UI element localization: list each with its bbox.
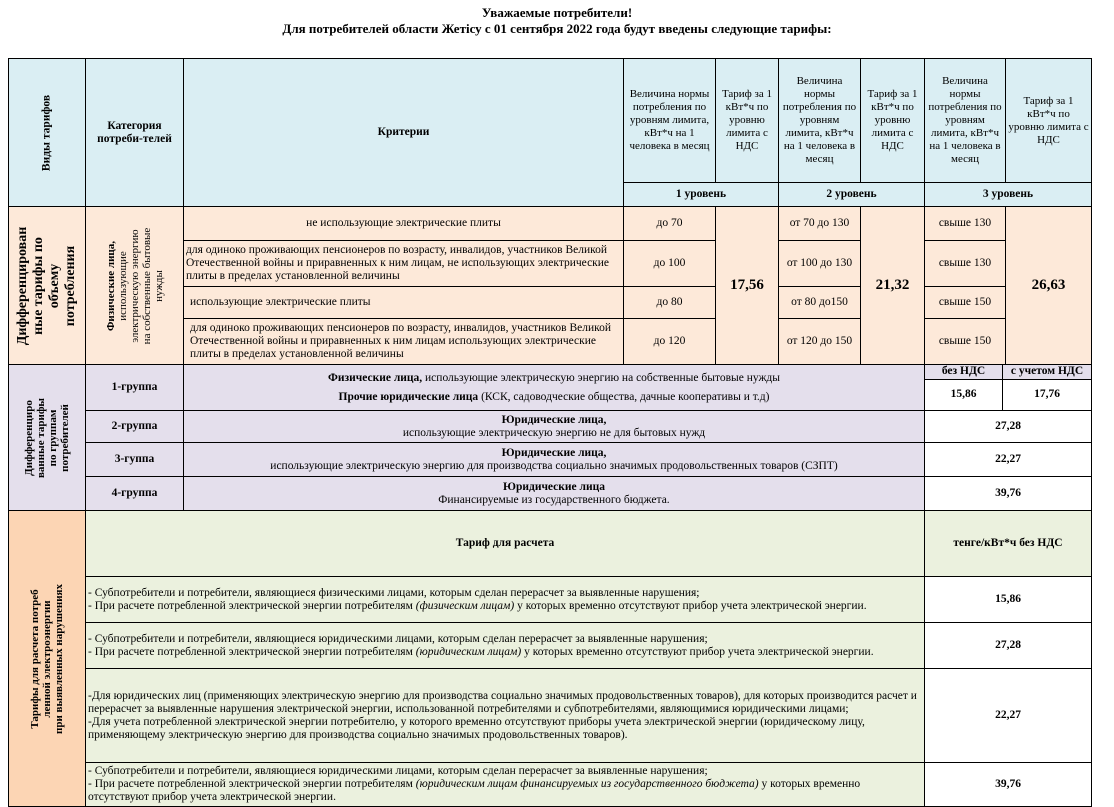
norm1-row-3: до 80 — [624, 287, 716, 319]
tariff-level-1: 17,56 — [716, 207, 779, 365]
norm3-row-4: свыше 150 — [925, 319, 1006, 365]
criteria-row-4: для одиноко проживающих пенсионеров по возрасту, инвалидов, участников Великой Отечественной войны и приравненных к ним лицам использующих электрические плиты в пределах установленной величины — [184, 319, 624, 365]
violation-row-3-no-vat: 22,27 — [925, 669, 1092, 763]
notice-title: Для потребителей области Жетісу с 01 сентября 2022 года будут введены следующие тарифы: — [282, 21, 832, 36]
norm2-row-4: от 120 до 150 — [779, 319, 861, 365]
header-tariff-3: Тариф за 1 кВт*ч по уровню лимита с НДС — [1006, 59, 1092, 183]
group-3-no-vat: 22,27 — [925, 443, 1092, 477]
violation-row-4-no-vat: 39,76 — [925, 763, 1092, 807]
group-1-no-vat: 15,86 — [925, 379, 1003, 410]
tariff-level-2: 21,32 — [861, 207, 925, 365]
group-1-desc: Физические лица, использующие электрическую энергию на собственные бытовые нужды Прочие юридические лица (КСК, садоводческие общества, дачные кооперативы и т.д) — [184, 365, 925, 411]
violation-row-1: - Субпотребители и потребители, являющиеся физическими лицами, которым сделан перерасчет за выявленные нарушения; - При расчете потребленной электрической энергии потребителям (физическим лицам) у которых временно отсутствуют прибор учета электрической энергии. — [86, 577, 925, 623]
section3-col-no-vat: тенге/кВт*ч без НДС — [925, 511, 1092, 577]
section2-type: Дифференциро ванные тарифы по группам потребителей — [9, 365, 86, 511]
header-norm-2: Величина нормы потребления по уровням лимита, кВт*ч на 1 человека в месяц — [779, 59, 861, 183]
header-tariff-1: Тариф за 1 кВт*ч по уровню лимита с НДС — [716, 59, 779, 183]
section1-category: Физические лица, использующие электрическую энергию на собственные бытовые нужды — [86, 207, 184, 365]
level-3-label: 3 уровень — [925, 183, 1092, 207]
level-2-label: 2 уровень — [779, 183, 925, 207]
violation-row-2-no-vat: 27,28 — [925, 623, 1092, 669]
group-2-desc: Юридические лица, использующие электрическую энергию не для бытовых нужд — [184, 411, 925, 443]
header-criteria: Критерии — [184, 59, 624, 207]
group-4-desc: Юридические лица Финансируемые из государственного бюджета. — [184, 477, 925, 511]
norm3-row-2: свыше 130 — [925, 241, 1006, 287]
group-3-name: 3-гуппа — [86, 443, 184, 477]
norm2-row-2: от 100 до 130 — [779, 241, 861, 287]
norm2-row-1: от 70 до 130 — [779, 207, 861, 241]
header-types: Виды тарифов — [9, 59, 86, 207]
group-3-desc: Юридические лица, использующие электрическую энергию для производства социально значимых продовольственных товаров (СЗПТ) — [184, 443, 925, 477]
section1-type: Дифференцирован ные тарифы по объему потребления — [9, 207, 86, 365]
group-4-no-vat: 39,76 — [925, 477, 1092, 511]
header-norm-1: Величина нормы потребления по уровням лимита, кВт*ч на 1 человека в месяц — [624, 59, 716, 183]
criteria-row-3: использующие электрические плиты — [184, 287, 624, 319]
group-4-name: 4-группа — [86, 477, 184, 511]
criteria-row-2: для одиноко проживающих пенсионеров по возрасту, инвалидов, участников Великой Отечественной войны и приравненных к ним лицам, не использующих электрические плиты в пределах установленной величины — [184, 241, 624, 287]
header-tariff-2: Тариф за 1 кВт*ч по уровню лимита с НДС — [861, 59, 925, 183]
norm3-row-3: свыше 150 — [925, 287, 1006, 319]
level-1-label: 1 уровень — [624, 183, 779, 207]
col-no-vat-label: без НДС — [925, 365, 1003, 379]
group-1-values — [925, 365, 1092, 411]
norm1-row-2: до 100 — [624, 241, 716, 287]
group-1-vat: 17,76 — [1003, 379, 1091, 410]
criteria-row-1: не использующие электрические плиты — [184, 207, 624, 241]
header-category: Категория потреби-телей — [86, 59, 184, 207]
group-1-name: 1-группа — [86, 365, 184, 411]
norm1-row-4: до 120 — [624, 319, 716, 365]
notice-greeting: Уважаемые потребители! — [481, 5, 633, 20]
col-vat-label: с учетом НДС — [1003, 365, 1091, 379]
section3-type: Тарифы для расчета потреб ленной электроэнергии при выявленных нарушениях — [9, 511, 86, 807]
group-2-name: 2-группа — [86, 411, 184, 443]
header-norm-3: Величина нормы потребления по уровням лимита, кВт*ч на 1 человека в месяц — [925, 59, 1006, 183]
tariff-table — [8, 58, 1092, 807]
notice-header — [0, 5, 1114, 37]
tariff-level-3: 26,63 — [1006, 207, 1092, 365]
violation-row-2: - Субпотребители и потребители, являющиеся юридическими лицами, которым сделан перерасчет за выявленные нарушения; - При расчете потребленной электрической энергии потребителям (юридическим лицам) у которых временно отсутствуют прибор учета электрической энергии. — [86, 623, 925, 669]
violation-row-3: -Для юридических лиц (применяющих электрическую энергию для производства социально значимых продовольственных товаров), для которых производится расчет и перерасчет за выявленные нарушения электрической энергии, использованной потребителями и субпотребителями, являющимися юридическими лицами; -Для учета потребленной электрической энергии потребителю, у которого временно отсутствуют приборы учета электрической энергии (юридическому лицу, применяющему электрическую энергию для производства социально значимых продовольственных товаров). — [86, 669, 925, 763]
section3-head: Тариф для расчета — [86, 511, 925, 577]
violation-row-4: - Субпотребители и потребители, являющиеся юридическими лицами, которым сделан перерасчет за выявленные нарушения; - При расчете потребленной электрической энергии потребителям (юридическим лицам финансируемых из государственного бюджета) у которых временно отсутствуют прибор учета электрической энергии. — [86, 763, 925, 807]
group-2-no-vat: 27,28 — [925, 411, 1092, 443]
norm3-row-1: свыше 130 — [925, 207, 1006, 241]
norm1-row-1: до 70 — [624, 207, 716, 241]
norm2-row-3: от 80 до150 — [779, 287, 861, 319]
violation-row-1-no-vat: 15,86 — [925, 577, 1092, 623]
